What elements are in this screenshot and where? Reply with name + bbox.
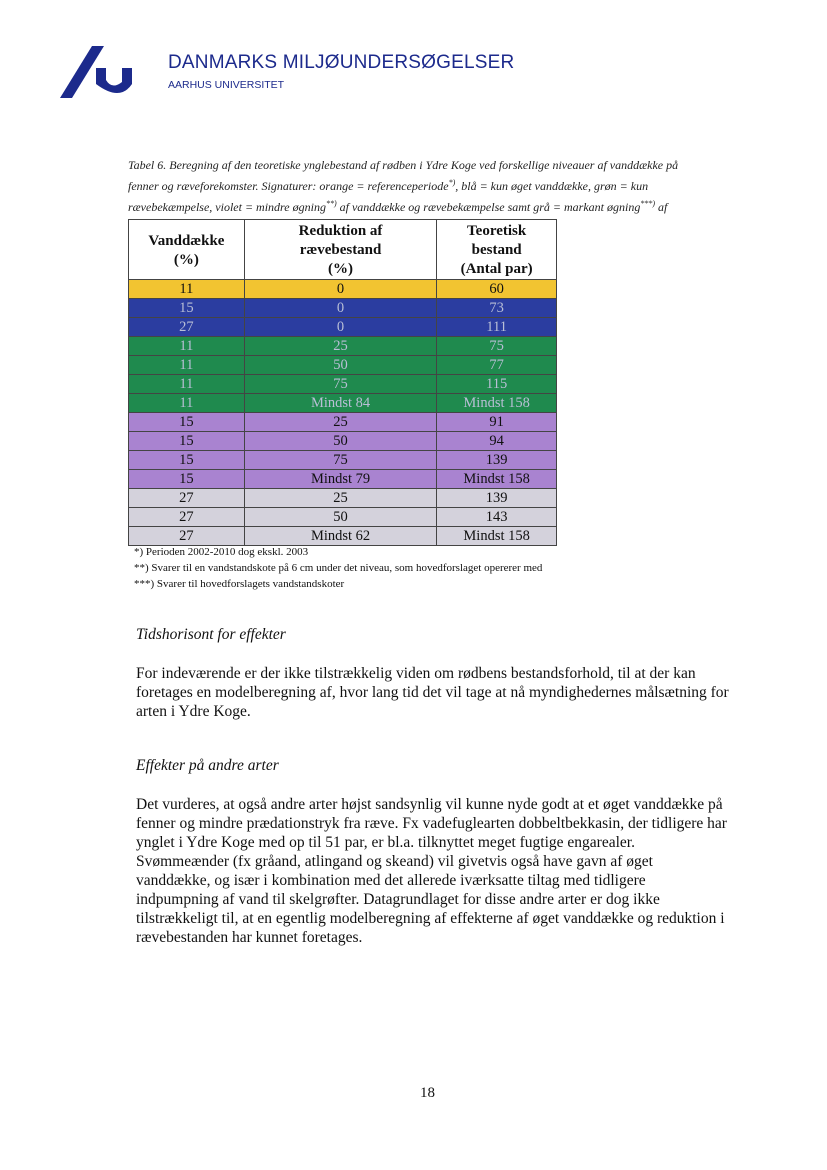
table-row <box>129 356 557 375</box>
cell-fox-reduction: Mindst 79 <box>244 470 436 489</box>
table-row <box>129 470 557 489</box>
breeding-population-table <box>128 219 557 546</box>
organization-subtitle: AARHUS UNIVERSITET <box>168 79 285 91</box>
cell-fox-reduction: 50 <box>244 432 436 451</box>
cell-fox-reduction: 75 <box>244 451 436 470</box>
cell-water-cover: 15 <box>129 432 245 451</box>
cell-water-cover: 11 <box>129 356 245 375</box>
cell-population: 77 <box>437 356 557 375</box>
cell-water-cover: 11 <box>129 337 245 356</box>
table-row <box>129 413 557 432</box>
table-header-row <box>129 220 557 280</box>
cell-fox-reduction: 50 <box>244 356 436 375</box>
cell-population: Mindst 158 <box>437 470 557 489</box>
cell-population: Mindst 158 <box>437 527 557 546</box>
cell-water-cover: 11 <box>129 394 245 413</box>
cell-population: 111 <box>437 318 557 337</box>
table-row <box>129 337 557 356</box>
cell-population: 94 <box>437 432 557 451</box>
cell-population: 115 <box>437 375 557 394</box>
cell-fox-reduction: Mindst 84 <box>244 394 436 413</box>
table-row <box>129 489 557 508</box>
cell-water-cover: 27 <box>129 527 245 546</box>
table-row <box>129 394 557 413</box>
footnote: *) Perioden 2002-2010 dog ekskl. 2003 <box>134 546 309 558</box>
section-body-other-species: Det vurderes, at også andre arter højst sandsynlig vil kunne nyde godt at et øget vanddække på fenner og mindre prædationstryk fra ræve. Fx vadefuglearten dobbeltbekkasin, der tidligere har ynglet i Ydre Koge med op til 51 par, er bl.a. tilknyttet meget fugtige engarealer. Svømmeænder (fx gråand, atlingand og skeand) vil givetvis også have gavn af øget vanddække, og især i kombination med det allerede iværksatte tiltag med tidligere indpumpning af vand til skelgrøfter. Datagrundlaget for disse andre arter er dog ikke tilstrækkeligt til, at en egentlig modelberegning af effekterne af øget vanddække og reduktion i rævebestanden har kunnet foretages. <box>136 796 727 946</box>
table-row <box>129 508 557 527</box>
cell-population: 91 <box>437 413 557 432</box>
cell-fox-reduction: 25 <box>244 489 436 508</box>
footnote: ***) Svarer til hovedforslagets vandstandskoter <box>134 578 345 590</box>
cell-population: 73 <box>437 299 557 318</box>
cell-fox-reduction: 25 <box>244 413 436 432</box>
header-water-cover: Vanddække (%) <box>129 220 245 280</box>
cell-water-cover: 15 <box>129 451 245 470</box>
table-row <box>129 432 557 451</box>
section-heading-time-horizon: Tidshorisont for effekter <box>136 626 286 643</box>
header-theoretical-population: Teoretisk bestand (Antal par) <box>437 220 557 280</box>
footnote: **) Svarer til en vandstandskote på 6 cm under det niveau, som hovedforslaget opererer med <box>134 562 543 574</box>
cell-population: Mindst 158 <box>437 394 557 413</box>
cell-fox-reduction: 0 <box>244 299 436 318</box>
section-body-time-horizon: For indeværende er der ikke tilstrækkelig viden om rødbens bestandsforhold, til at der kan foretages en modelberegning af, hvor lang tid det vil tage at nå myndighedernes målsætning for arten i Ydre Koge. <box>136 665 729 720</box>
cell-water-cover: 27 <box>129 489 245 508</box>
cell-fox-reduction: 75 <box>244 375 436 394</box>
table-row <box>129 527 557 546</box>
page-number: 18 <box>420 1085 435 1101</box>
footnotes <box>134 544 542 592</box>
cell-water-cover: 27 <box>129 318 245 337</box>
cell-fox-reduction: 0 <box>244 280 436 299</box>
cell-water-cover: 15 <box>129 413 245 432</box>
cell-water-cover: 11 <box>129 280 245 299</box>
cell-fox-reduction: 0 <box>244 318 436 337</box>
header-fox-reduction: Reduktion af rævebestand (%) <box>244 220 436 280</box>
cell-water-cover: 15 <box>129 470 245 489</box>
cell-population: 75 <box>437 337 557 356</box>
cell-population: 143 <box>437 508 557 527</box>
cell-fox-reduction: 50 <box>244 508 436 527</box>
cell-water-cover: 11 <box>129 375 245 394</box>
table-row <box>129 451 557 470</box>
table-row <box>129 318 557 337</box>
table-row <box>129 280 557 299</box>
cell-population: 139 <box>437 451 557 470</box>
table-caption: Tabel 6. Beregning af den teoretiske ynglebestand af rødben i Ydre Koge ved forskellige niveauer af vanddække på fenner og ræveforekomster. Signaturer: orange = referenceperiode*), blå = kun øget vanddække, grøn = kun rævebekæmpelse, violet = mindre øgning**) af vanddække og rævebekæmpelse samt grå = markant øgning***) af <box>128 158 679 214</box>
table-row <box>129 299 557 318</box>
section-heading-other-species: Effekter på andre arter <box>136 757 279 774</box>
cell-population: 60 <box>437 280 557 299</box>
cell-water-cover: 15 <box>129 299 245 318</box>
table-row <box>129 375 557 394</box>
organization-name: DANMARKS MILJØUNDERSØGELSER <box>168 52 515 73</box>
cell-population: 139 <box>437 489 557 508</box>
cell-water-cover: 27 <box>129 508 245 527</box>
cell-fox-reduction: Mindst 62 <box>244 527 436 546</box>
university-logo-icon <box>60 46 150 98</box>
cell-fox-reduction: 25 <box>244 337 436 356</box>
